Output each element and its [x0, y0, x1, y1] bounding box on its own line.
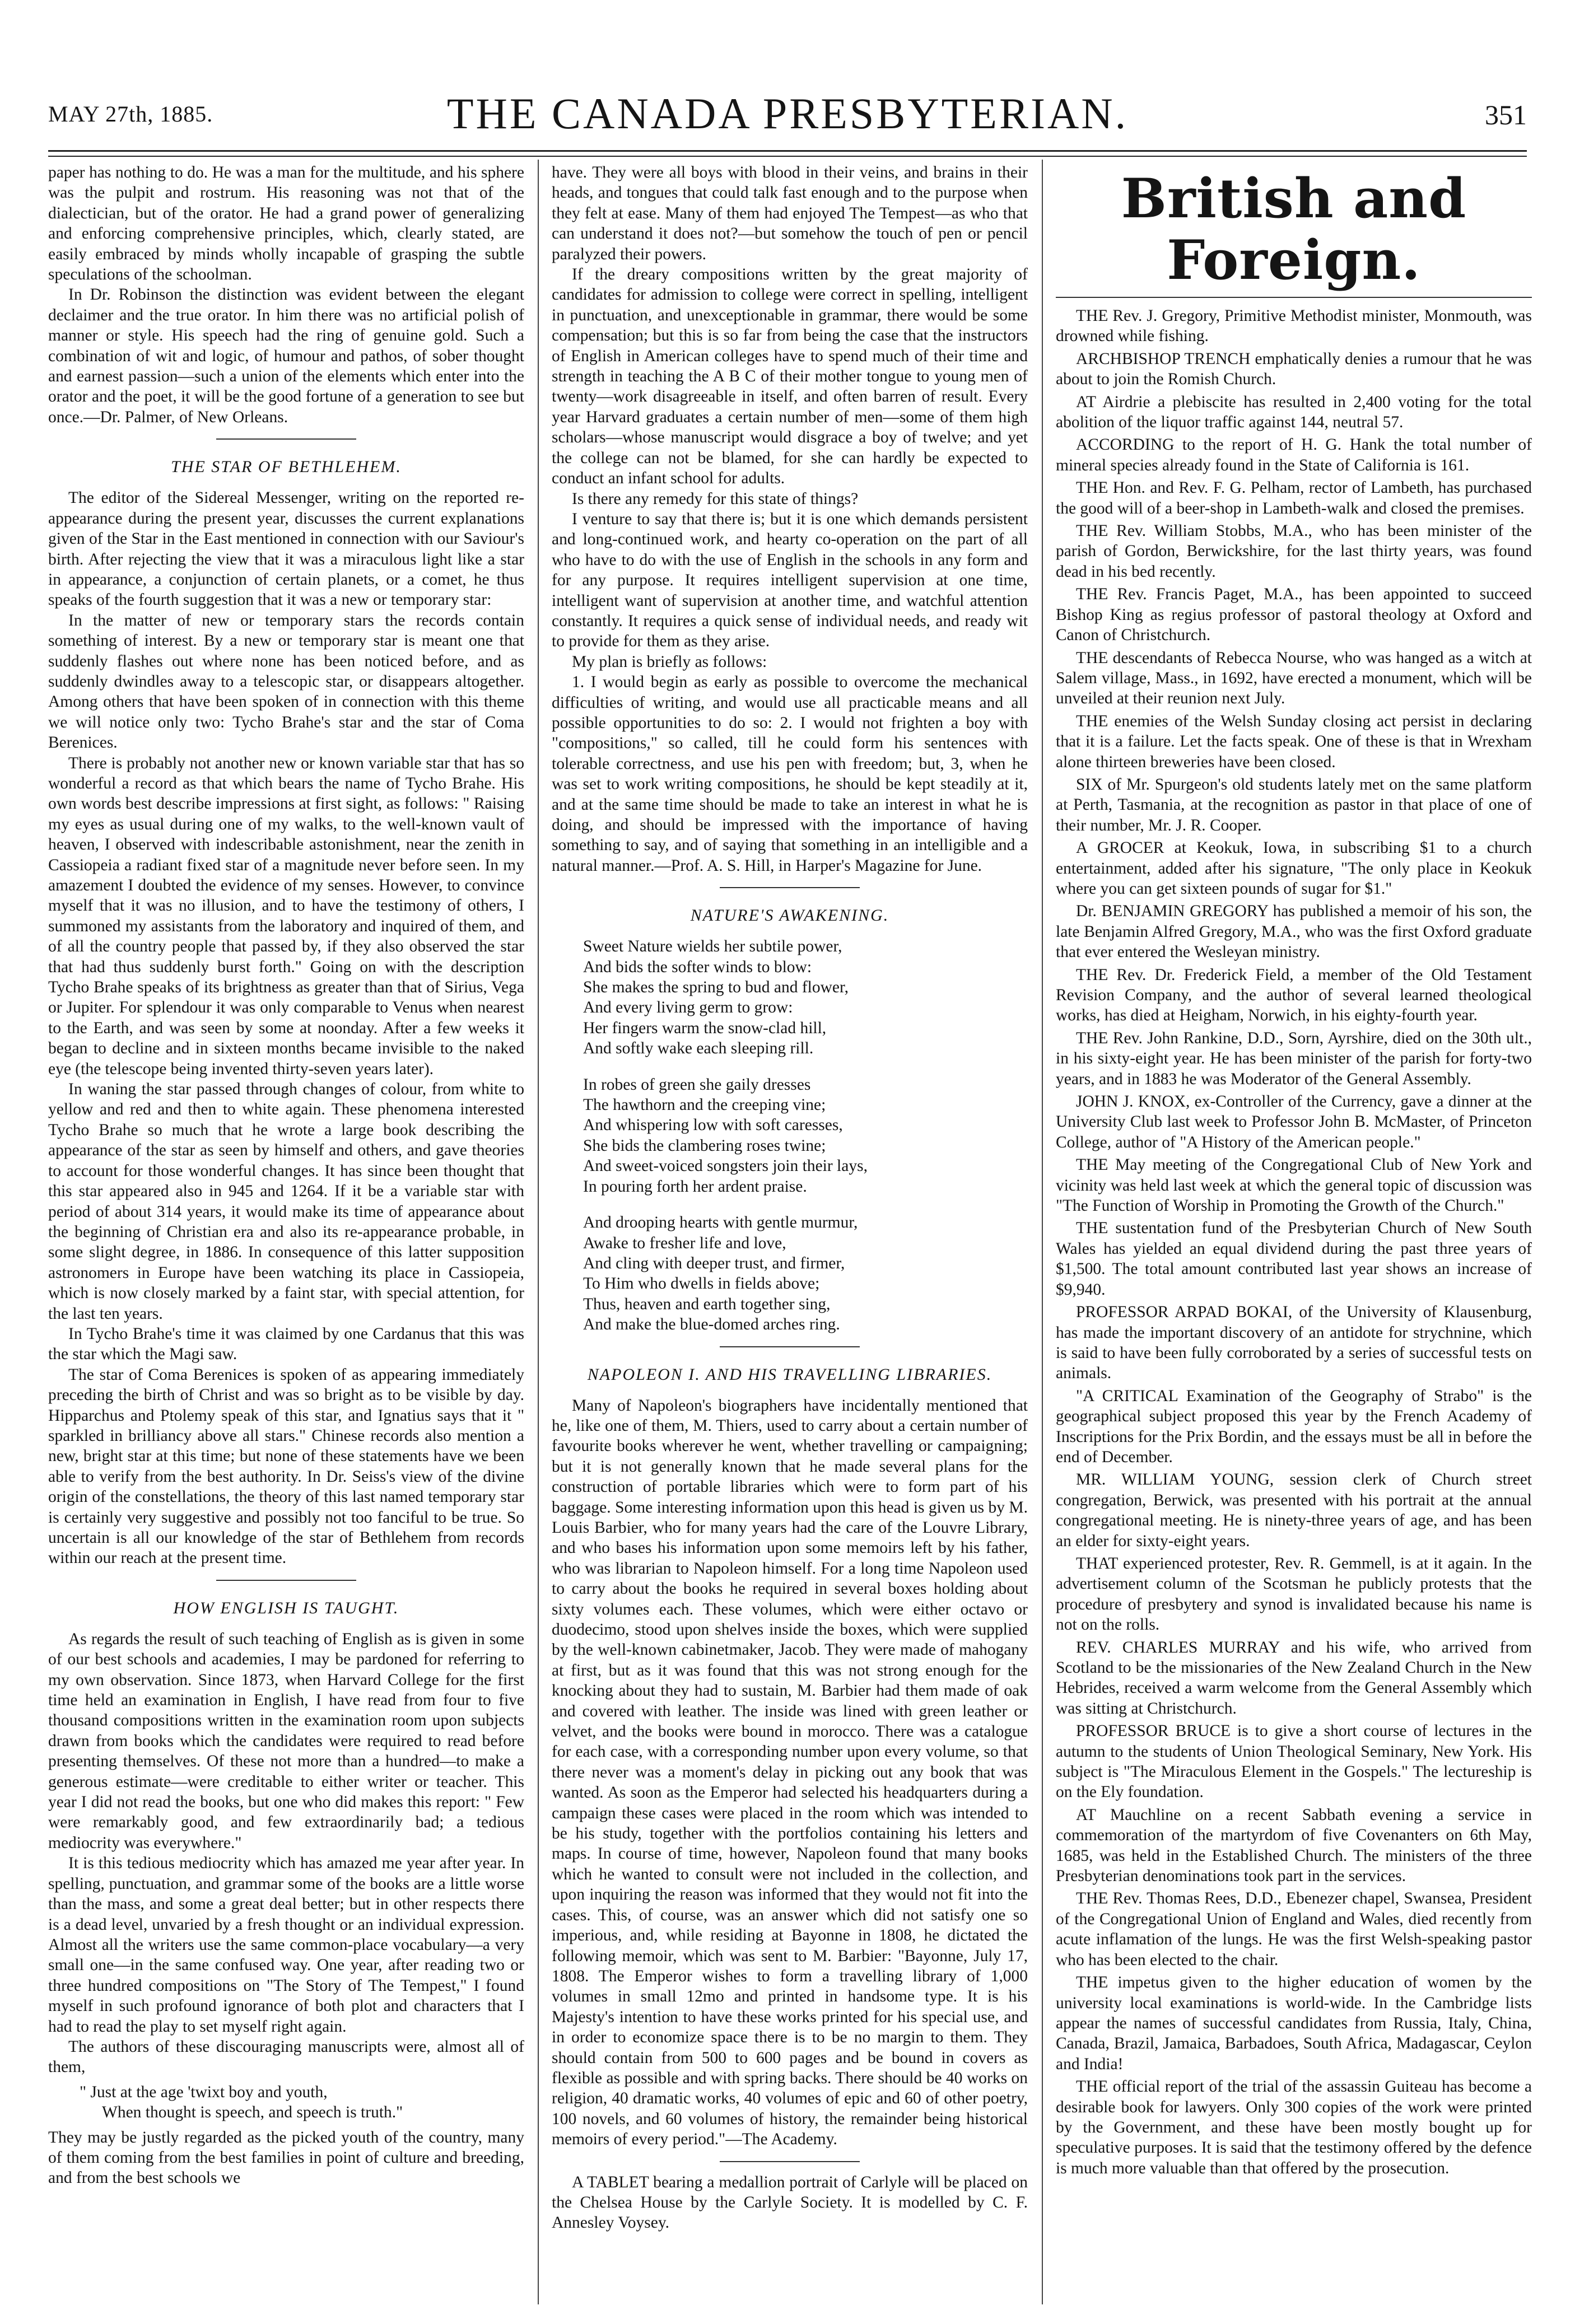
news-item: SIX of Mr. Spurgeon's old students lately met on the same platform at Perth, Tasmania, at the recognition as pastor in that place of one of their number, Mr. J. R. Cooper. [1056, 775, 1532, 834]
article-separator [720, 1346, 860, 1347]
poem-line: Her fingers warm the snow-clad hill, [583, 1019, 827, 1037]
poem-line: Thus, heaven and earth together sing, [583, 1295, 831, 1313]
news-item: PROFESSOR BRUCE is to give a short course of lectures in the autumn to the students of Union Theological Seminary, New York. His subject is "The Miraculous Element in the Gospels." The lectureship is on the Ely foundation. [1056, 1722, 1532, 1802]
news-item: THE descendants of Rebecca Nourse, who was hanged as a witch at Salem village, Mass., in 1692, have erected a monument, which will be unveiled at their reunion next July. [1056, 648, 1532, 708]
article-paragraph: My plan is briefly as follows: [572, 652, 767, 671]
news-item: THE Rev. Francis Paget, M.A., has been appointed to succeed Bishop King as regius professor of pastoral theology at Oxford and Canon of Christchurch. [1056, 585, 1532, 645]
news-item: THE Rev. J. Gregory, Primitive Methodist minister, Monmouth, was drowned while fishing. [1056, 307, 1532, 346]
news-item: REV. CHARLES MURRAY and his wife, who arrived from Scotland to be the missionaries of the New Zealand Church in the New Hebrides, received a warm welcome from the General Assembly which was sitting at Christchurch. [1056, 1638, 1532, 1718]
article-paragraph: 1. I would begin as early as possible to overcome the mechanical difficulties of writing, and would use all practicable means and all possible opportunities to do so: 2. I would not frighten a boy with "compositions," so called, till he could form his sentences with tolerable correctness, and use his pen with freedom; but, 3, when he was set to work writing compositions, he should be kept steadily at it, and at the same time should be made to take an interest in what he is doing, and should be impressed with the importance of having something to say, and of saying that something in an intelligible and a natural manner.—Prof. A. S. Hill, in Harper's Magazine for June. [552, 673, 1028, 875]
masthead [48, 88, 1527, 150]
article-separator [720, 887, 860, 888]
news-item: A GROCER at Keokuk, Iowa, in subscribing $1 to a church entertainment, added after his signature, "The only place in Keokuk where you can get sixteen pounds of sugar for $1." [1056, 839, 1532, 898]
article-paragraph: Many of Napoleon's biographers have incidentally mentioned that he, like one of them, M. Thiers, used to carry about a certain number of favourite books wherever he went, whether travelling or campaigning; but it is not generally known that he made several plans for the construction of portable libraries which were to form part of his baggage. Some interesting information upon this head is given us by M. Louis Barbier, who for many years had the care of the Louvre Library, and who bases his information upon some memoirs left by his father, who was librarian to Napoleon himself. For a long time Napoleon used to carry about the books he required in several boxes holding about sixty volumes each. These volumes, which were either octavo or duodecimo, stood upon shelves inside the boxes, which were supplied by the well-known cabinetmaker, Jacob. They were made of mahogany at first, but as it was found that this was not strong enough for the knocking about they had to sustain, M. Barbier had them made of oak and covered with leather. The inside was lined with green leather or velvet, and the books were bound in morocco. There was a catalogue for each case, with a corresponding number upon every volume, so that there never was a moment's delay in picking out any book that was wanted. As soon as the Emperor had selected his headquarters during a campaign these cases were placed in the room which was intended to be his study, together with the portfolios containing his letters and maps. In course of time, however, Napoleon found that many books which he wanted to consult were not included in the collection, and upon inquiring the reason was informed that they would not fit into the cases. This, of course, was an answer which did not satisfy one so imperious, and, while residing at Bayonne in 1808, he dictated the following memoir, which was sent to M. Barbier: "Bayonne, July 17, 1808. The Emperor wishes to form a travelling library of 1,000 volumes in small 12mo and printed in handsome type. It is his Majesty's intention to have these works printed for his special use, and in order to economize space there is to be no margin to them. They should contain from 500 to 600 pages and be bound in covers as flexible as possible and with spring backs. There should be 40 works on religion, 40 dramatic works, 40 volumes of epic and 60 of other poetry, 100 novels, and 60 volumes of history, the remainder being historical memoirs of every period."—The Academy. [552, 1396, 1028, 2149]
page-number: 351 [1485, 99, 1527, 130]
column-2 [552, 162, 1028, 2233]
article-paragraph: In the matter of new or temporary stars the records contain something of interest. By a new or temporary star is meant one that suddenly flashes out where none has been noticed before, and as suddenly dwindles away to a telescopic star, or disappears altogether. Among others that have been spoken of in connection with this theme we will notice only two: Tycho Brahe's star and the star of Coma Berenices. [48, 611, 524, 752]
article-paragraph: In Dr. Robinson the distinction was evident between the elegant declaimer and the true orator. In him there was no artificial polish of manner or style. His speech had the ring of genuine gold. Such a combination of wit and logic, of humour and pathos, of sober thought and earnest passion—such a union of the elements which enter into the orator and the poet, it will be the good fortune of a generation to see but once.—Dr. Palmer, of New Orleans. [48, 286, 524, 426]
poem [552, 936, 1028, 1334]
article-paragraph: It is this tedious mediocrity which has amazed me year after year. In spelling, punctuation, and grammar some of the books are a little worse than the mass, and some a great deal better; but in other respects there is a dead level, unvaried by a fresh thought or an individual expression. Almost all the writers use the same common-place vocabulary—a very small one—in the same confused way. One year, after reading two or three hundred compositions on "The Story of The Tempest," I found myself in such profound ignorance of both plot and characters that I had to read the play to set myself right again. [48, 1854, 524, 2036]
news-item: THE Rev. William Stobbs, M.A., who has been minister of the parish of Gordon, Berwickshire, for the last thirty years, was found dead in his bed recently. [1056, 522, 1532, 581]
article-heading-natures-awakening: NATURE'S AWAKENING. [690, 906, 889, 925]
article-paragraph: Is there any remedy for this state of things? [572, 489, 859, 508]
article-paragraph: A TABLET bearing a medallion portrait of Carlyle will be placed on the Chelsea House by the Carlyle Society. It is modelled by C. F. Annesley Voysey. [552, 2173, 1028, 2232]
poem-line: She bids the clambering roses twine; [583, 1136, 826, 1155]
news-item: MR. WILLIAM YOUNG, session clerk of Church street congregation, Berwick, was presented with his portrait at the annual congregational meeting. He is ninety-three years of age, and has been an elder for sixty-eight years. [1056, 1471, 1532, 1550]
section-rule [1056, 297, 1532, 298]
news-item: Dr. BENJAMIN GREGORY has published a memoir of his son, the late Benjamin Alfred Gregory, M.A., who was the first Oxford graduate that ever entered the Wesleyan ministry. [1056, 902, 1532, 962]
article-paragraph: The authors of these discouraging manuscripts were, almost all of them, [48, 2037, 524, 2076]
column-divider [538, 160, 539, 2304]
news-item: PROFESSOR ARPAD BOKAI, of the University of Klausenburg, has made the important discovery of an antidote for strychnine, which is said to have been fully corroborated by a series of successful tests on animals. [1056, 1303, 1532, 1383]
quote-line: When thought is speech, and speech is truth." [102, 2103, 403, 2122]
article-paragraph: In waning the star passed through changes of colour, from white to yellow and red and then to white again. These phenomena interested Tycho Brahe so much that he wrote a large book describing the appearance of the star as seen by himself and others, and gave theories to account for those wonderful changes. It has since been thought that this star appeared also in 945 and 1264. If it be a variable star with period of about 314 years, it would make its time of appearance about the beginning of Christian era and also its re-appearance probable, in some slight degree, in 1886. In consequence of this latter supposition astronomers in Europe have been watching its place in Cassiopeia, which is now closely marked by a faint star, with special attention, for the last ten years. [48, 1080, 524, 1323]
poem-line: She makes the spring to bud and flower, [583, 978, 849, 997]
article-paragraph: paper has nothing to do. He was a man for the multitude, and his sphere was the pulpit and rostrum. His reasoning was not that of the dialectician, but of the orator. He had a grand power of generalizing and enforcing comprehensive principles, which, clearly stated, are easily embraced by minds wholly incapable of grasping the subtle speculations of the schoolman. [48, 164, 524, 284]
article-separator [216, 438, 356, 440]
poem-line: And softly wake each sleeping rill. [583, 1039, 814, 1058]
news-item: JOHN J. KNOX, ex-Controller of the Currency, gave a dinner at the University Club last week to Professor John B. McMaster, of Princeton College, author of "A History of the American people." [1056, 1093, 1532, 1151]
column-1 [48, 162, 524, 2188]
news-item: THAT experienced protester, Rev. R. Gemmell, is at it again. In the advertisement column of the Scotsman he publicly protests that the procedure of presbytery and synod is invalidated because his name is not on the rolls. [1056, 1554, 1532, 1634]
news-item: "A CRITICAL Examination of the Geography of Strabo" is the geographical subject proposed this year by the French Academy of Inscriptions for the Prix Bordin, and the essays must be all in before the end of December. [1056, 1387, 1532, 1466]
news-item: ARCHBISHOP TRENCH emphatically denies a rumour that he was about to join the Romish Church. [1056, 349, 1532, 389]
news-item: THE May meeting of the Congregational Club of New York and vicinity was held last week at which the general topic of discussion was "The Function of Worship in Promoting the Growth of the Church." [1056, 1156, 1532, 1215]
poem-line: And whispering low with soft caresses, [583, 1116, 843, 1135]
article-paragraph: There is probably not another new or known variable star that has so wonderful a record as that which bears the name of Tycho Brahe. His own words best describe impressions at first sight, as follows: " Raising my eyes as usual during one of my walks, to the well-known vault of heaven, I observed with indescribable astonishment, near the zenith in Cassiopeia a radiant fixed star of a magnitude never before seen. In my amazement I doubted the evidence of my senses. However, to convince myself that it was no illusion, and to have the testimony of others, I summoned my assistants from the laboratory and inquired of them, and of all the country people that passed by, if they also observed the star that had thus suddenly burst forth." Going on with the description Tycho Brahe speaks of its brightness as greater than that of Sirius, Vega or Jupiter. For splendour it was only comparable to Venus when nearest to the Earth, and was seen by some at noonday. After a few weeks it began to decline and in sixteen months became invisible to the naked eye (the telescope being invented thirty-seven years later). [48, 754, 524, 1078]
article-heading-how-english-is-taught: HOW ENGLISH IS TAUGHT. [173, 1598, 399, 1617]
poem-line: And make the blue-domed arches ring. [583, 1315, 840, 1334]
article-paragraph: They may be justly regarded as the picked youth of the country, many of them coming from the best families in point of culture and breeding, and from the best schools we [48, 2128, 524, 2187]
article-separator [720, 2161, 860, 2162]
news-item: ACCORDING to the report of H. G. Hank the total number of mineral species already found in the State of California is 161. [1056, 436, 1532, 474]
article-paragraph: In Tycho Brahe's time it was claimed by one Cardanus that this was the star which the Magi saw. [48, 1324, 524, 1364]
poem-line: In robes of green she gaily dresses [583, 1075, 811, 1094]
poem-line: And sweet-voiced songsters join their lays, [583, 1157, 868, 1175]
quote-line: " Just at the age 'twixt boy and youth, [80, 2083, 328, 2101]
column-3 [1056, 162, 1532, 2181]
news-item: THE Rev. Dr. Frederick Field, a member of the Old Testament Revision Company, and the author of several learned theological works, has died at Heigham, Norwich, in his eighty-fourth year. [1056, 965, 1532, 1025]
poem-line: And bids the softer winds to blow: [583, 958, 812, 976]
news-item: THE Rev. Thomas Rees, D.D., Ebenezer chapel, Swansea, President of the Congregational Union of England and Wales, died recently from acute inflamation of the lungs. He was the first Welsh-speaking pastor who has been elected to the chair. [1056, 1889, 1532, 1969]
article-heading-napoleon-libraries: NAPOLEON I. AND HIS TRAVELLING LIBRARIES. [587, 1365, 992, 1384]
news-item: THE enemies of the Welsh Sunday closing act persist in declaring that it is a failure. Let the facts speak. One of these is that in Wrexham alone thirteen breweries have been closed. [1056, 712, 1532, 771]
article-paragraph: If the dreary compositions written by the great majority of candidates for admission to college were correct in spelling, intelligent in punctuation, and unexceptionable in grammar, there would be some compensation; but this is so far from being the case that the instructors of English in American colleges have to spend much of their time and strength in teaching the A B C of their mother tongue to young men of twenty—work disagreeable in itself, and often barren of result. Every year Harvard graduates a certain number of men—some of them high scholars—whose manuscript would disgrace a boy of twelve; and yet the college can not be blamed, for she can hardly be expected to conduct an infant school for adults. [552, 265, 1028, 488]
news-item: AT Airdrie a plebiscite has resulted in 2,400 voting for the total abolition of the liquor traffic against 144, neutral 57. [1056, 393, 1532, 432]
article-paragraph: As regards the result of such teaching of English as is given in some of our best schools and academies, I may be pardoned for referring to my own observation. Since 1873, when Harvard College for the first time held an examination in English, I have read from four to five thousand compositions written in the examination room upon subjects drawn from books which the candidates were required to read before presenting themselves. Of these not more than a hundred—to make a generous estimate—were creditable to either writer or teacher. This year I did not read the books, but one who did makes this report: " Few were remarkably good, and few extraordinarily bad; a tedious mediocrity was everywhere." [48, 1630, 524, 1852]
article-paragraph: have. They were all boys with blood in their veins, and brains in their heads, and tongues that could talk fast enough and to the purpose when they felt at ease. Many of them had enjoyed The Tempest—as who that can understand it does not?—but somehow the touch of pen or pencil paralyzed their powers. [552, 164, 1028, 263]
poem-line: Sweet Nature wields her subtile power, [583, 937, 842, 956]
poem-line: And every living germ to grow: [583, 998, 793, 1017]
poem-line: And drooping hearts with gentle murmur, [583, 1214, 858, 1232]
news-item: THE impetus given to the higher education of women by the university local examinations is world-wide. In the Cambridge lists appear the names of successful candidates from Russia, Italy, China, Canada, Brazil, Jamaica, Barbadoes, South Africa, Madagascar, Ceylon and India! [1056, 1973, 1532, 2073]
news-item: THE sustentation fund of the Presbyterian Church of New South Wales has yielded an equal dividend during the past three years of $1,500. The total amount contributed last year shows an increase of $9,940. [1056, 1219, 1532, 1299]
article-paragraph: The star of Coma Berenices is spoken of as appearing immediately preceding the birth of Christ and was so bright as to be visible by day. Hipparchus and Ptolemy speak of this star, and Ignatius says that it " sparkled in brilliancy above all stars." Chinese records also mention a new, bright star at this time; but none of these statements have we been able to verify from the best authority. In Dr. Seiss's view of the divine origin of the constellations, the theory of this last named temporary star is certainly very suggestive and possibly not too fanciful to be true. So uncertain is all our knowledge of the star of Bethlehem from records within our reach at the present time. [48, 1365, 524, 1567]
section-title-british-and-foreign: British and Foreign. [1121, 167, 1467, 292]
poem-line: The hawthorn and the creeping vine; [583, 1096, 826, 1114]
masthead-rule [48, 150, 1527, 157]
news-item: THE Rev. John Rankine, D.D., Sorn, Ayrshire, died on the 30th ult., in his sixty-eight year. He has been minister of the parish for forty-two years, and in 1883 he was Moderator of the General Assembly. [1056, 1029, 1532, 1088]
article-paragraph: The editor of the Sidereal Messenger, writing on the reported re-appearance during the present year, discusses the current explanations given of the Star in the East mentioned in connection with our Saviour's birth. After rejecting the view that it was a miraculous light like a star in appearance, a conjunction of certain planets, or a comet, he thus speaks of the fourth suggestion that it was a new or temporary star: [48, 489, 524, 609]
poem-line: To Him who dwells in fields above; [583, 1275, 820, 1293]
news-item: AT Mauchline on a recent Sabbath evening a service in commemoration of the martyrdom of five Covenanters on 6th May, 1685, was held in the Established Church. The ministers of the three Presbyterian denominations took part in the services. [1056, 1805, 1532, 1886]
poem-line: In pouring forth her ardent praise. [583, 1177, 807, 1196]
column-divider [1042, 160, 1043, 2304]
issue-date: MAY 27th, 1885. [48, 101, 213, 127]
news-item: THE Hon. and Rev. F. G. Pelham, rector of Lambeth, has purchased the good will of a beer-shop in Lambeth-walk and closed the premises. [1056, 479, 1532, 517]
newspaper-title: THE CANADA PRESBYTERIAN. [446, 89, 1129, 138]
article-heading-star-of-bethlehem: THE STAR OF BETHLEHEM. [171, 458, 402, 477]
poem-line: Awake to fresher life and love, [583, 1234, 786, 1252]
verse-quote [48, 2082, 524, 2123]
article-paragraph: I venture to say that there is; but it is one which demands persistent and long-continued work, and hearty co-operation on the part of all who have to do with the use of English in the schools in any form and for any purpose. It requires intelligent supervision at one time, intelligent want of supervision at another time, and watchful attention constantly. It requires a quick sense of individual needs, and ready wit to provide for them as they arise. [552, 510, 1028, 651]
article-separator [216, 1580, 356, 1581]
poem-line: And cling with deeper trust, and firmer, [583, 1254, 845, 1272]
news-item: THE official report of the trial of the assassin Guiteau has become a desirable book for lawyers. Only 300 copies of the work were printed by the Government, and these have been mostly bought up for speculative purposes. It is said that the testimony offered by the defence is much more valuable than that offered by the prosecution. [1056, 2078, 1532, 2177]
